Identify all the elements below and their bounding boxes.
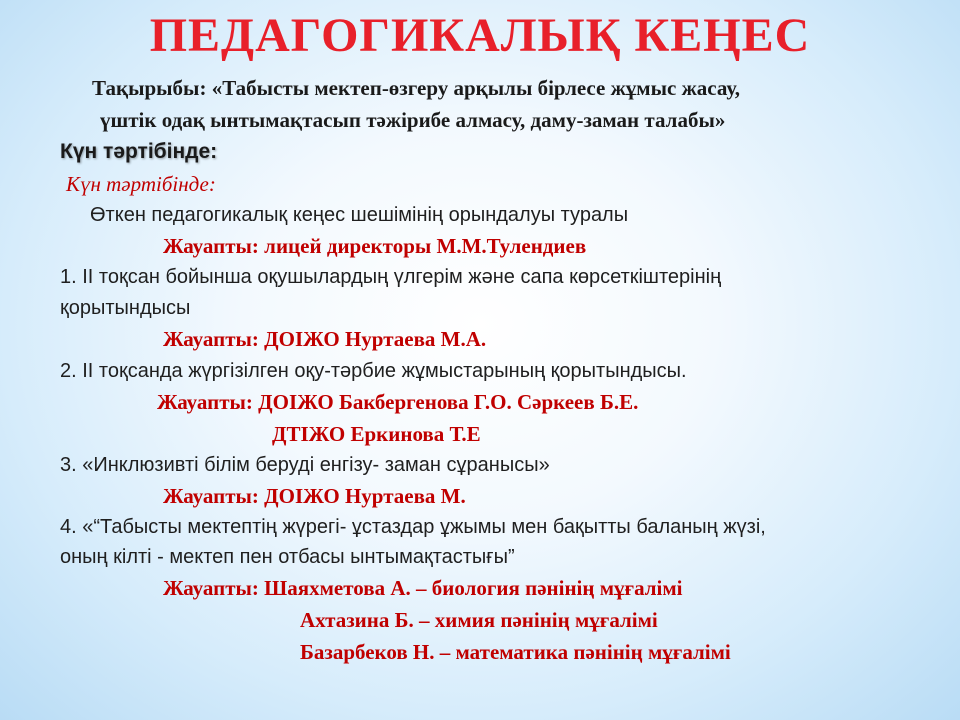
agenda-item-4-line-1: 4. «“Табысты мектептің жүрегі- ұстаздар ұжымы мен бақытты баланың жүзі,: [60, 516, 766, 538]
responsible-item-4-line-1: Жауапты: Шаяхметова А. – биология пәнінің мұғалімі: [163, 576, 683, 600]
responsible-item-1: Жауапты: ДОІЖО Нуртаева М.А.: [163, 327, 487, 351]
agenda-item-1-line-1: 1. II тоқсан бойынша оқушылардың үлгерім және сапа көрсеткіштерінің: [60, 266, 722, 288]
page-title: ПЕДАГОГИКАЛЫҚ КЕҢЕС: [149, 9, 811, 62]
responsible-item-2-line-2: ДТІЖО Еркинова Т.Е: [272, 422, 481, 446]
responsible-item-4-line-3: Базарбеков Н. – математика пәнінің мұғалімі: [300, 640, 731, 664]
topic-line-1: Тақырыбы: «Табысты мектеп-өзгеру арқылы бірлесе жұмыс жасау,: [92, 76, 740, 100]
responsible-item-2-line-1: Жауапты: ДОІЖО Бакбергенова Г.О. Сәркеев Б.Е.: [157, 390, 639, 414]
responsible-item-4-line-2: Ахтазина Б. – химия пәнінің мұғалімі: [300, 608, 658, 632]
responsible-item-3: Жауапты: ДОІЖО Нуртаева М.: [163, 484, 466, 508]
agenda-item-3: 3. «Инклюзивті білім беруді енгізу- заман сұранысы»: [60, 454, 550, 476]
agenda-item-4-line-2: оның кілті - мектеп пен отбасы ынтымақтастығы”: [60, 546, 515, 568]
responsible-director: Жауапты: лицей директоры М.М.Тулендиев: [163, 234, 587, 258]
topic-line-2: үштік одақ ынтымақтасып тәжірибе алмасу, даму-заман талабы»: [100, 108, 726, 132]
agenda-subheading: Күн тәртібінде:: [66, 172, 216, 196]
agenda-item-previous-decision: Өткен педагогикалық кеңес шешімінің орындалуы туралы: [90, 204, 629, 226]
agenda-heading: Күн тәртібінде:: [60, 140, 218, 163]
agenda-item-2: 2. II тоқсанда жүргізілген оқу-тәрбие жұмыстарының қорытындысы.: [60, 360, 687, 382]
agenda-item-1-line-2: қорытындысы: [60, 297, 191, 319]
